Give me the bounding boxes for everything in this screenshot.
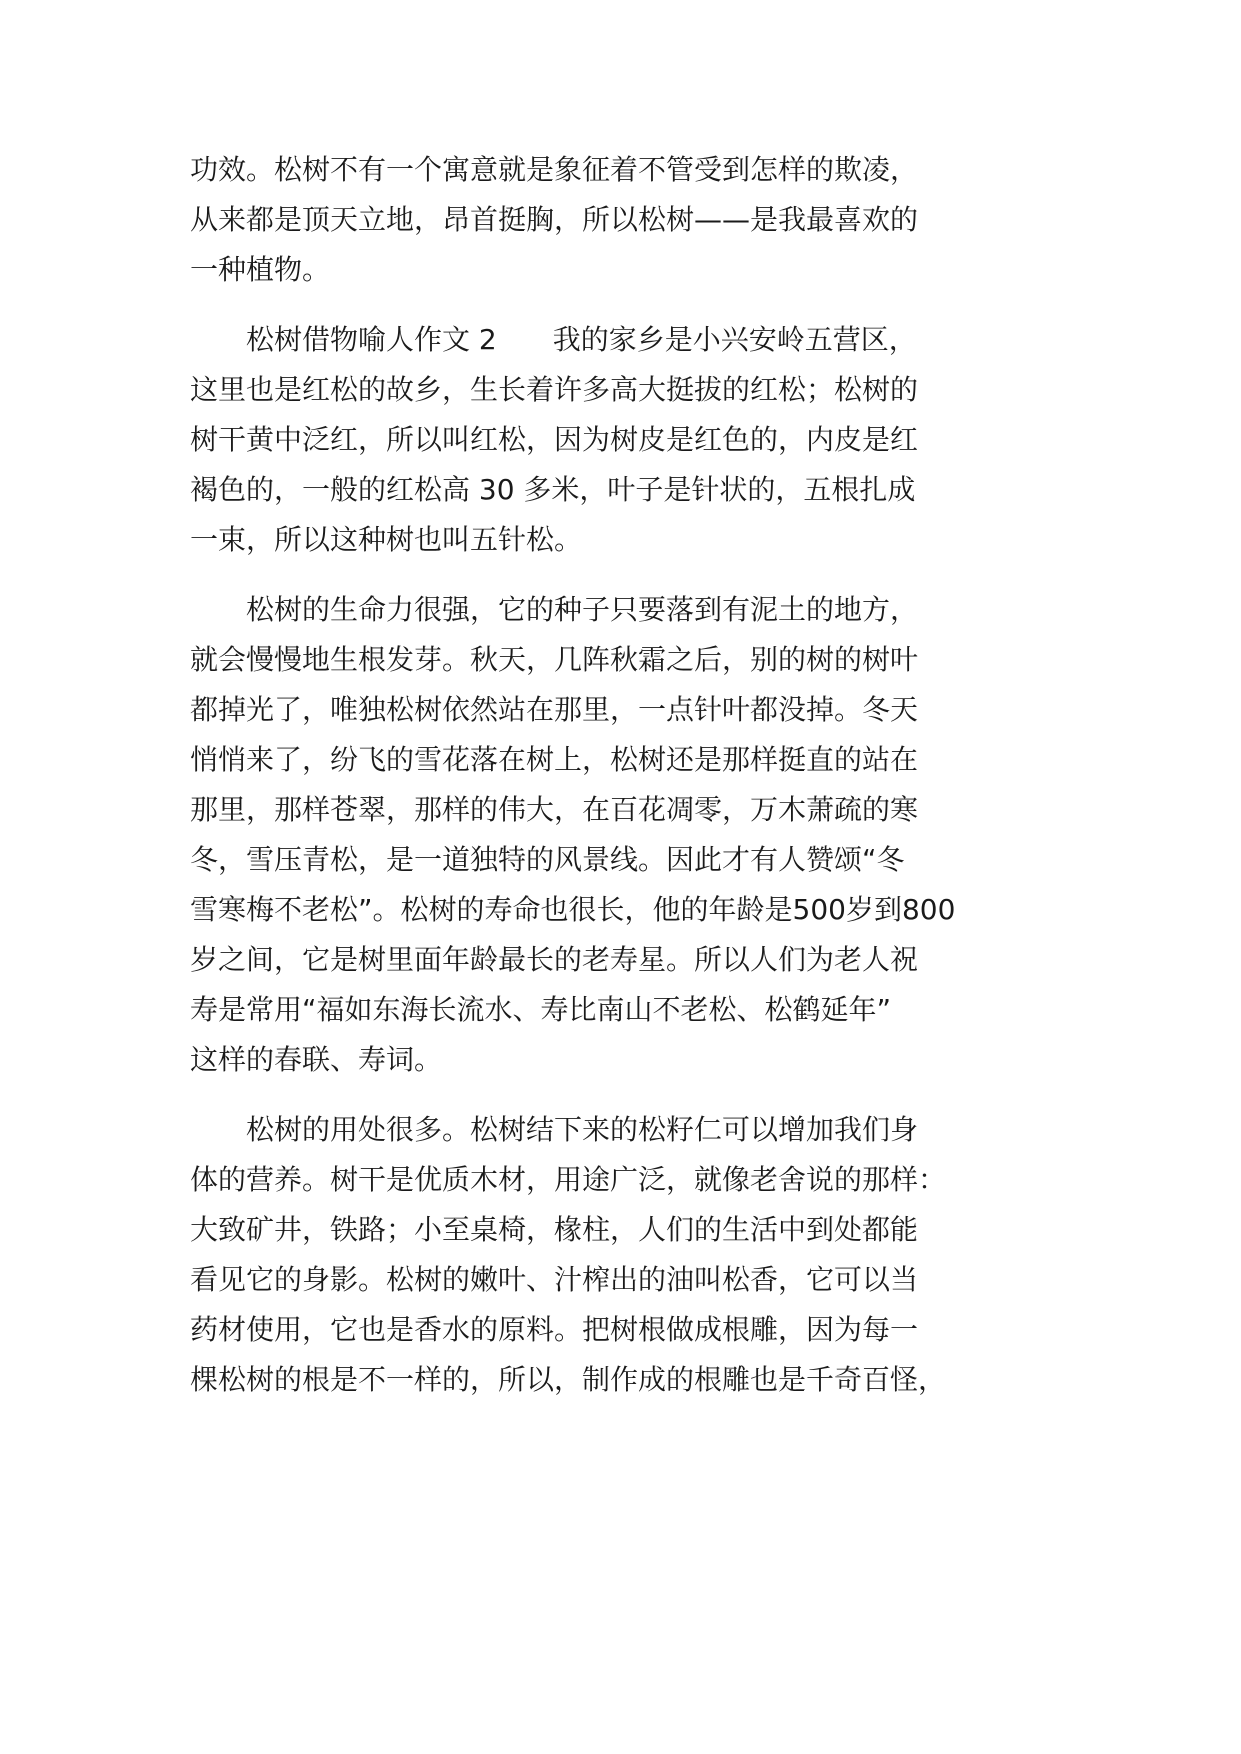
text-line: 一束，所以这种树也叫五针松。 <box>190 523 583 556</box>
text-line: 都掉光了，唯独松树依然站在那里，一点针叶都没掉。冬天 <box>190 693 919 726</box>
text-line: 看见它的身影。松树的嫩叶、汁榨出的油叫松香，它可以当 <box>190 1263 919 1296</box>
text-line: 那里，那样苍翠，那样的伟大，在百花凋零，万木萧疏的寒 <box>190 793 919 826</box>
text-line: 药材使用，它也是香水的原料。把树根做成根雕，因为每一 <box>190 1313 919 1346</box>
text-line: 悄悄来了，纷飞的雪花落在树上，松树还是那样挺直的站在 <box>190 743 919 776</box>
text-line: 冬，雪压青松，是一道独特的风景线。因此才有人赞颂“冬 <box>190 843 905 876</box>
text-line: 一种植物。 <box>190 253 331 286</box>
text-line: 从来都是顶天立地，昂首挺胸，所以松树——是我最喜欢的 <box>190 203 919 236</box>
text-line: 松树借物喻人作文 2 我的家乡是小兴安岭五营区， <box>190 323 917 356</box>
text-line: 这里也是红松的故乡，生长着许多高大挺拔的红松；松树的 <box>190 373 919 406</box>
text-line: 大致矿井，铁路；小至桌椅，椽柱，人们的生活中到处都能 <box>190 1213 919 1246</box>
text-line: 就会慢慢地生根发芽。秋天，几阵秋霜之后，别的树的树叶 <box>190 643 919 676</box>
text-line: 岁之间，它是树里面年龄最长的老寿星。所以人们为老人祝 <box>190 943 919 976</box>
text-line: 雪寒梅不老松”。松树的寿命也很长，他的年龄是500岁到800 <box>190 893 956 926</box>
text-line: 松树的用处很多。松树结下来的松籽仁可以增加我们身 <box>190 1113 919 1146</box>
text-line: 体的营养。树干是优质木材，用途广泛，就像老舍说的那样： <box>190 1163 947 1196</box>
text-line: 这样的春联、寿词。 <box>190 1043 443 1076</box>
text-line: 树干黄中泛红，所以叫红松，因为树皮是红色的，内皮是红 <box>190 423 919 456</box>
text-line: 松树的生命力很强，它的种子只要落到有泥土的地方， <box>190 593 919 626</box>
text-line: 寿是常用“福如东海长流水、寿比南山不老松、松鹤延年” <box>190 993 892 1026</box>
text-line: 棵松树的根是不一样的，所以，制作成的根雕也是千奇百怪， <box>190 1363 947 1396</box>
text-line: 功效。松树不有一个寓意就是象征着不管受到怎样的欺凌， <box>190 153 919 186</box>
text-line: 褐色的，一般的红松高 30 多米，叶子是针状的，五根扎成 <box>190 473 916 506</box>
